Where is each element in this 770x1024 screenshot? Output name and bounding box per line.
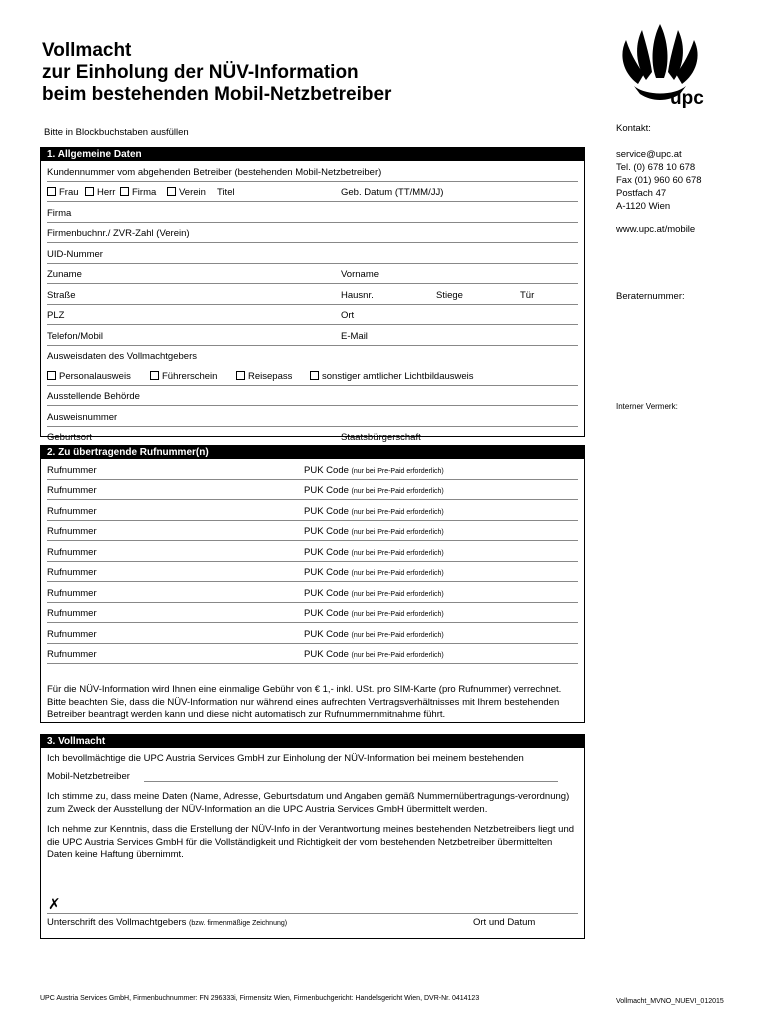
zip-field[interactable]: PLZ — [47, 310, 65, 321]
puk-label: PUK Code (nur bei Pre-Paid erforderlich) — [304, 567, 444, 578]
phone-email-row — [47, 325, 578, 346]
number-label: Rufnummer — [47, 546, 97, 558]
puk-label: PUK Code (nur bei Pre-Paid erforderlich) — [304, 485, 444, 496]
birthplace-row — [47, 427, 578, 447]
section-2-header: 2. Zu übertragende Rufnummer(n) — [41, 446, 584, 459]
number-row[interactable] — [47, 521, 578, 542]
puk-label: PUK Code (nur bei Pre-Paid erforderlich) — [304, 587, 444, 599]
operator-input-line[interactable] — [144, 781, 558, 782]
consent-text: Ich stimme zu, dass meine Daten (Name, Adresse, Geburtsdatum und Angaben gemäß Nummernübertragungs-verordnung) zum Zweck der Ausstellung der NÜV-Information an die UPC Austria Services GmbH übermittelt werden. — [47, 791, 570, 815]
number-row[interactable] — [47, 459, 578, 480]
number-row[interactable] — [47, 623, 578, 644]
checkbox-personalausweis[interactable]: Personalausweis — [47, 371, 131, 382]
instruction-text: Bitte in Blockbuchstaben ausfüllen — [44, 127, 189, 138]
contact-phone: Tel. (0) 678 10 678 — [616, 162, 696, 173]
number-label: Rufnummer — [47, 608, 97, 619]
address-row — [47, 284, 578, 305]
salutation-row — [47, 182, 578, 203]
footer-form-id: Vollmacht_MVNO_NUEVI_012015 — [616, 998, 724, 1005]
checkbox-other-id[interactable]: sonstiger amtlicher Lichtbildausweis — [310, 371, 474, 382]
internal-note-label: Interner Vermerk: — [616, 402, 678, 411]
title-line-2: zur Einholung der NÜV-Information — [42, 62, 359, 83]
operator-row — [47, 771, 578, 784]
checkbox-firma[interactable]: Firma — [120, 187, 156, 198]
contact-city: A-1120 Wien — [616, 201, 671, 212]
stairs-field[interactable]: Stiege — [436, 289, 463, 301]
register-number-field[interactable]: Firmenbuchnr./ ZVR-Zahl (Verein) — [47, 223, 578, 244]
number-label: Rufnummer — [47, 567, 97, 578]
firstname-field[interactable]: Vorname — [341, 269, 380, 280]
operator-label: Mobil-Netzbetreiber — [47, 770, 130, 782]
checkbox-verein[interactable]: Verein — [167, 187, 206, 198]
number-label: Rufnummer — [47, 505, 97, 517]
door-field[interactable]: Tür — [520, 289, 535, 301]
number-label: Rufnummer — [47, 587, 97, 599]
puk-label: PUK Code (nur bei Pre-Paid erforderlich) — [304, 608, 444, 619]
puk-label: PUK Code (nur bei Pre-Paid erforderlich) — [304, 546, 444, 558]
email-field[interactable]: E-Mail — [341, 330, 368, 342]
id-number-field[interactable]: Ausweisnummer — [47, 406, 578, 427]
contact-block — [616, 148, 702, 213]
section-authorization — [40, 734, 585, 939]
liability-text: Ich nehme zur Kenntnis, dass die Erstellung der NÜV-Info in der Verantwortung meines bestehenden Netzbetreibers liegt und die UPC Austria Services GmbH für die Vollständigkeit und Richtigkeit der vom bestehenden Netzbetreiber übermittelten Daten keine Haftung übernimmt. — [47, 824, 575, 860]
footer-company-info: UPC Austria Services GmbH, Firmenbuchnummer: FN 296333i, Firmensitz Wien, Firmenbuchgericht: Handelsgericht Wien, DVR-Nr. 0414123 — [40, 995, 480, 1002]
signature-label: Unterschrift des Vollmachtgebers (bzw. firmenmäßige Zeichnung) — [47, 917, 288, 928]
title-line-3: beim bestehenden Mobil-Netzbetreiber — [42, 84, 392, 105]
uid-field[interactable]: UID-Nummer — [47, 243, 578, 264]
lastname-field[interactable]: Zuname — [47, 269, 82, 280]
citizenship-field[interactable]: Staatsbürgerschaft — [341, 432, 421, 443]
number-row[interactable] — [47, 500, 578, 521]
checkbox-herr[interactable]: Herr — [85, 187, 115, 198]
number-row[interactable] — [47, 541, 578, 562]
place-date-label: Ort und Datum — [473, 917, 536, 928]
advisor-number-label: Beraternummer: — [616, 291, 685, 302]
section-3-header: 3. Vollmacht — [41, 735, 584, 748]
titel-field[interactable]: Titel — [217, 187, 235, 198]
city-field[interactable]: Ort — [341, 310, 355, 321]
contact-label: Kontakt: — [616, 123, 651, 134]
section-1-header: 1. Allgemeine Daten — [41, 148, 584, 161]
section-general-data — [40, 147, 585, 443]
puk-label: PUK Code (nur bei Pre-Paid erforderlich) — [304, 505, 444, 517]
id-data-label: Ausweisdaten des Vollmachtgebers — [47, 351, 197, 362]
checkbox-frau[interactable]: Frau — [47, 187, 79, 198]
number-label: Rufnummer — [47, 464, 97, 476]
number-row[interactable] — [47, 480, 578, 501]
authority-field[interactable]: Ausstellende Behörde — [47, 386, 578, 407]
number-row[interactable] — [47, 562, 578, 583]
authorization-text: Ich bevollmächtige die UPC Austria Services GmbH zur Einholung der NÜV-Information bei meinem bestehenden — [47, 753, 524, 764]
houseno-field[interactable]: Hausnr. — [341, 289, 374, 301]
contact-po-box: Postfach 47 — [616, 188, 667, 199]
customer-number-field[interactable]: Kundennummer vom abgehenden Betreiber (bestehenden Mobil-Netzbetreiber) — [47, 161, 578, 182]
puk-label: PUK Code (nur bei Pre-Paid erforderlich) — [304, 628, 444, 640]
contact-fax: Fax (01) 960 60 678 — [616, 175, 702, 186]
zip-city-row — [47, 305, 578, 326]
signature-mark-icon: ✗ — [48, 896, 61, 913]
number-label: Rufnummer — [47, 526, 97, 537]
puk-label: PUK Code (nur bei Pre-Paid erforderlich) — [304, 526, 444, 537]
contact-email[interactable]: service@upc.at — [616, 149, 682, 160]
section-numbers — [40, 445, 585, 723]
name-row — [47, 264, 578, 285]
signature-line[interactable] — [47, 913, 578, 914]
checkbox-fuehrerschein[interactable]: Führerschein — [150, 371, 217, 382]
brand-name: upc — [670, 88, 704, 109]
company-field[interactable]: Firmа — [47, 202, 578, 223]
checkbox-reisepass[interactable]: Reisepass — [236, 371, 292, 382]
title-line-1: Vollmacht — [42, 40, 132, 61]
birthdate-field[interactable]: Geb. Datum (TT/MM/JJ) — [341, 187, 444, 198]
birthplace-field[interactable]: Geburtsort — [47, 432, 92, 443]
fee-notice: Für die NÜV-Information wird Ihnen eine einmalige Gebühr von € 1,- inkl. USt. pro SIM-Karte (pro Rufnummer) verrechnet. Bitte beachten Sie, dass die NÜV-Information nur während eines aufrechten Vertragsverhältnisses mit Ihrem bestehenden Betreiber beantragt werden kann und diese nicht automatisch zur Rufnummernmitnahme führt. — [47, 684, 562, 720]
street-field[interactable]: Straße — [47, 289, 76, 301]
id-type-row — [47, 365, 578, 386]
number-label: Rufnummer — [47, 485, 97, 496]
contact-website[interactable]: www.upc.at/mobile — [616, 224, 696, 235]
puk-label: PUK Code (nur bei Pre-Paid erforderlich) — [304, 649, 444, 660]
phone-field[interactable]: Telefon/Mobil — [47, 330, 103, 342]
number-rows — [41, 459, 584, 664]
number-label: Rufnummer — [47, 628, 97, 640]
number-row[interactable] — [47, 582, 578, 603]
number-row[interactable] — [47, 603, 578, 624]
number-label: Rufnummer — [47, 649, 97, 660]
number-row[interactable] — [47, 644, 578, 665]
document-title — [42, 40, 391, 106]
puk-label: PUK Code (nur bei Pre-Paid erforderlich) — [304, 464, 444, 476]
